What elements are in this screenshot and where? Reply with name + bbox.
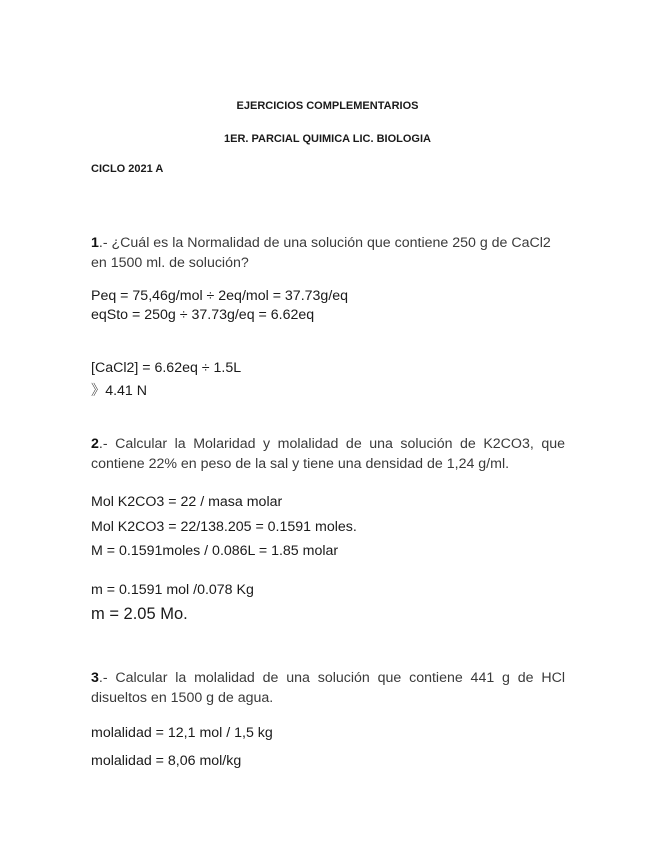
q2-result: m = 2.05 Mo.	[91, 605, 188, 623]
q2-line-3: M = 0.1591moles / 0.086L = 1.85 molar	[91, 543, 339, 559]
question-3-number: 3	[91, 670, 99, 686]
question-1-text: .- ¿Cuál es la Normalidad de una solución que contiene 250 g de CaCl2 en 1500 ml. de solución?	[91, 235, 551, 271]
q2-line-1: Mol K2CO3 = 22 / masa molar	[91, 494, 283, 510]
q1-line-2: eqSto = 250g ÷ 37.73g/eq = 6.62eq	[91, 307, 315, 323]
question-1-number: 1	[91, 235, 99, 251]
q2-line-2: Mol K2CO3 = 22/138.205 = 0.1591 moles.	[91, 519, 357, 535]
q1-line-4: 》4.41 N	[91, 383, 147, 399]
question-2	[91, 434, 565, 474]
q2-line-4: m = 0.1591 mol /0.078 Kg	[91, 582, 254, 598]
question-3-text: .- Calcular la molalidad de una solución que contiene 441 g de HCl disueltos en 1500 g de agua.	[91, 670, 565, 706]
question-3	[91, 668, 565, 708]
q1-line-3: [CaCl2] = 6.62eq ÷ 1.5L	[91, 360, 242, 376]
q3-line-1: molalidad = 12,1 mol / 1,5 kg	[91, 725, 273, 741]
q1-line-1: Peq = 75,46g/mol ÷ 2eq/mol = 37.73g/eq	[91, 288, 349, 304]
cycle-label: CICLO 2021 A	[91, 163, 164, 175]
document-subtitle: 1ER. PARCIAL QUIMICA LIC. BIOLOGIA	[224, 133, 431, 145]
document-title: EJERCICIOS COMPLEMENTARIOS	[236, 100, 419, 112]
q3-line-2: molalidad = 8,06 mol/kg	[91, 753, 242, 769]
question-1	[91, 233, 565, 273]
question-2-number: 2	[91, 436, 99, 452]
question-2-text: .- Calcular la Molaridad y molalidad de una solución de K2CO3, que contiene 22% en peso de la sal y tiene una densidad de 1,24 g/ml.	[91, 436, 565, 472]
